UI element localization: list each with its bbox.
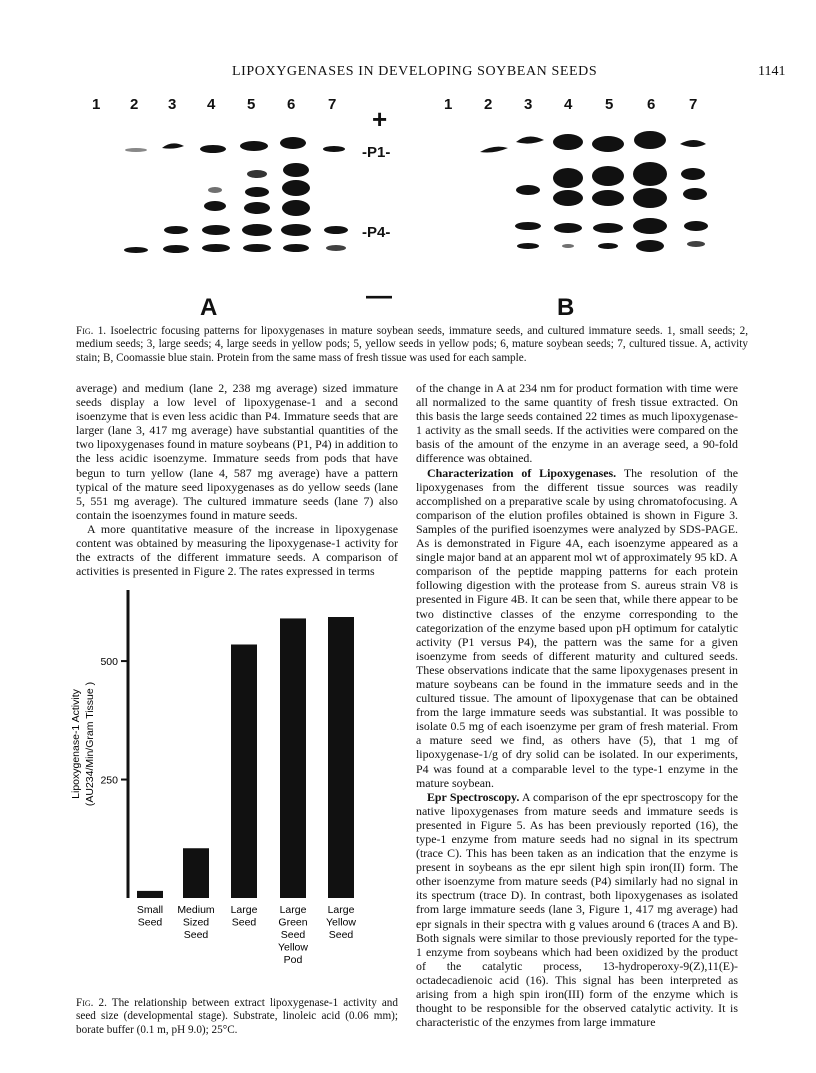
gel-a-lane-number: 7 — [328, 96, 337, 113]
figure-1-caption-text: Isoelectric focusing patterns for lipoxygenases in mature soybean seeds, immature seeds, and cultured immature seeds. 1, small seeds; 2, medium seeds; 3, large seeds; 4, large seeds in yellow pods; 5, yellow seeds in yellow pods; 6, mature soybean seeds; 7, cultured tissue. A, activity stain; B, Coomassie blue stain. Protein from the same mass of fresh tissue was used for each sample. — [76, 325, 749, 364]
y-axis-label: Lipoxygenase-1 Activity — [70, 689, 82, 799]
x-category-label: Sized — [182, 916, 210, 929]
paragraph — [416, 466, 738, 790]
bar-5 — [328, 617, 354, 898]
x-category-label: Yellow — [278, 941, 308, 954]
gel-b-lane-number: 3 — [524, 96, 533, 113]
x-category-label: Large — [230, 904, 258, 916]
gel-a-lane-number: 5 — [247, 96, 256, 113]
x-category-label: Seed — [328, 929, 354, 941]
gel-a-lane-number: 3 — [168, 96, 177, 113]
panel-b-label: B — [557, 294, 575, 321]
anode-plus-sign: + — [372, 104, 388, 134]
x-category-label: Medium — [177, 904, 215, 916]
y-tick-label: 500 — [100, 656, 118, 669]
x-category-label: Seed — [183, 929, 209, 941]
bar-2 — [183, 848, 209, 898]
section-heading: Characterization of Lipoxygenases. — [427, 465, 617, 480]
x-category-label: Pod — [283, 954, 303, 966]
gel-a-lane-number: 1 — [92, 96, 101, 113]
gel-a-lane-number: 6 — [287, 96, 296, 113]
page-number: 1141 — [758, 64, 786, 79]
paragraph-text: The resolution of the lipoxygenases from the different tissue sources was readily accomplished on a preparative scale by using chromatofocusing. A comparison of the elution profiles obtained is shown in Figure 3. Samples of the purified isoenzymes were analyzed by SDS-PAGE. As is demonstrated in Figure 4A, each isoenzyme appeared as a single major band at an apparent mol wt of approximately 95 kD. A comparison of the peptide mapping patterns for each protein following digestion with the protease from S. aureus strain V8 is presented in Figure 4B. It can be seen that, while there appear to be two distinctive classes of the enzyme corresponding to the categorization of the enzyme based upon pH optimum for catalytic activity (P1 versus P4), the pattern was the same for a given isoenzyme from seeds of different maturity and cultured seeds. These observations indicate that the same lipoxygenases present in mature soybeans can be found in the immature seeds and in the cultured tissue. The amount of lipoxygenase that can be obtained from the large immature seeds was substantial. It was possible to isolate 0.5 mg of each isoenzyme per gram of fresh material. From a mature seed we find, as others have (5), that 1 mg of lipoxygenase-1/g of dry solid can be isolated. In our experiments, P4 was found at a comparable level to the type-1 enzyme in the mature soybean. — [416, 465, 738, 790]
figure-2-caption-lead: Fig. 2. — [76, 997, 107, 1009]
gel-a-activity-stain — [100, 118, 360, 288]
paragraph: A more quantitative measure of the increase in lipoxygenase content was obtained by measuring the lipoxygenase-1 activity for the extracts of the different immature seeds. A comparison of activities is presented in Figure 2. The rates expressed in terms — [76, 521, 398, 579]
x-category-label: Seed — [280, 929, 306, 941]
paragraph-text: A comparison of the epr spectroscopy for the native lipoxygenases from mature seeds and immature seeds is presented in Figure 5. As has been previously reported (16), the type-1 enzyme from mature seeds had no signal in its spectrum (trace C). This has been taken as an indication that the enzyme is present in soybeans as the epr silent high spin iron(II) form. The other isoenzyme from mature seeds (P4) similarly had no signal in its spectrum (trace D). In contrast, both lipoxygenases as isolated from large immature seeds (lane 3, Figure 1, 417 mg average) had epr signals in their spectra with g values around 6 (traces A and B). Both signals were similar to those previously reported for the type-1 enzyme from soybeans which had been oxidized by the product of the catalytic process, 13-hydroperoxy-9(Z),11(E)-octadecadienoic acid (16). This signal has been interpreted as arising from a high spin iron(III) form of the enzyme which is thought to be responsible for the observed catalytic activity. It is characteristic of the enzymes from large immature — [416, 789, 738, 1030]
gel-b-lane-number: 5 — [605, 96, 614, 113]
x-category-label: Green — [278, 916, 308, 929]
y-tick-label: 250 — [100, 774, 118, 787]
section-heading: Epr Spectroscopy. — [427, 789, 520, 804]
gel-b-lane-number: 1 — [444, 96, 453, 113]
right-column-text — [416, 381, 738, 1029]
gel-a-lane-number: 4 — [207, 96, 216, 113]
paragraph: average) and medium (lane 2, 238 mg average) sized immature seeds display a low level of lipoxygenase-1 and a second isoenzyme that is even less acidic than P4. Immature seeds that are larger (lane 3, 417 mg average) have substantial quantities of the two lipoxygenases found in mature soybeans (P1, P4) in addition to the less acidic isoenzyme. Immature seeds from pods that have begun to turn yellow (lane 4, 587 mg average) have a pattern typical of the mature seed lipoxygenases as do yellow seeds (lane 5, 551 mg average). The cultured immature seeds (lane 7) also contain the isoenzymes found in mature seeds. — [76, 381, 398, 522]
figure-1 — [0, 0, 816, 320]
figure-2-bar-chart — [70, 580, 398, 1005]
paragraph — [416, 790, 738, 1030]
x-category-label: Yellow — [326, 916, 356, 929]
panel-a-label: A — [200, 294, 218, 321]
chart-bars — [137, 617, 354, 898]
y-axis-label-units: (AU234/Min/Gram Tissue ) — [84, 681, 96, 807]
x-category-label: Large — [279, 904, 307, 916]
bar-1 — [137, 891, 163, 898]
gel-b-lane-number: 2 — [484, 96, 493, 113]
gel-b-coomassie-stain — [460, 118, 720, 288]
figure-2-caption-text: The relationship between extract lipoxygenase-1 activity and seed size (developmental stage). Substrate, linoleic acid (0.06 mm); borate buffer (0.1 m, pH 9.0); 25°C. — [76, 997, 398, 1036]
marker-p1-label: -P1- — [362, 144, 391, 161]
figure-1-caption-lead: Fig. 1. — [76, 325, 107, 337]
bar-3 — [231, 644, 257, 898]
left-column-text — [76, 381, 398, 578]
x-category-label: Large — [327, 904, 355, 916]
x-category-label: Seed — [231, 916, 257, 929]
gel-b-lane-number: 7 — [689, 96, 698, 113]
figure-2-caption — [76, 997, 398, 1037]
chart-labels — [137, 904, 357, 966]
chart-axes — [70, 590, 128, 898]
running-header-title: LIPOXYGENASES IN DEVELOPING SOYBEAN SEEDS — [232, 64, 598, 79]
gel-b-lane-number: 6 — [647, 96, 656, 113]
bar-4 — [280, 618, 306, 898]
x-category-label: Seed — [137, 916, 163, 929]
paragraph: of the change in A at 234 nm for product formation with time were all normalized to the same quantity of fresh tissue extracted. On this basis the large seeds contained 22 times as much lipoxygenase-1 activity as the small seeds. If the activities were compared on the basis of the amount of the enzyme in an average seed, a 90-fold difference was obtained. — [416, 381, 738, 466]
marker-p4-label: -P4- — [362, 224, 391, 241]
gel-a-lane-number: 2 — [130, 96, 139, 113]
x-category-label: Small — [136, 904, 164, 916]
cathode-minus-sign: — — [366, 280, 392, 310]
gel-b-lane-number: 4 — [564, 96, 573, 113]
figure-1-caption — [76, 325, 748, 365]
